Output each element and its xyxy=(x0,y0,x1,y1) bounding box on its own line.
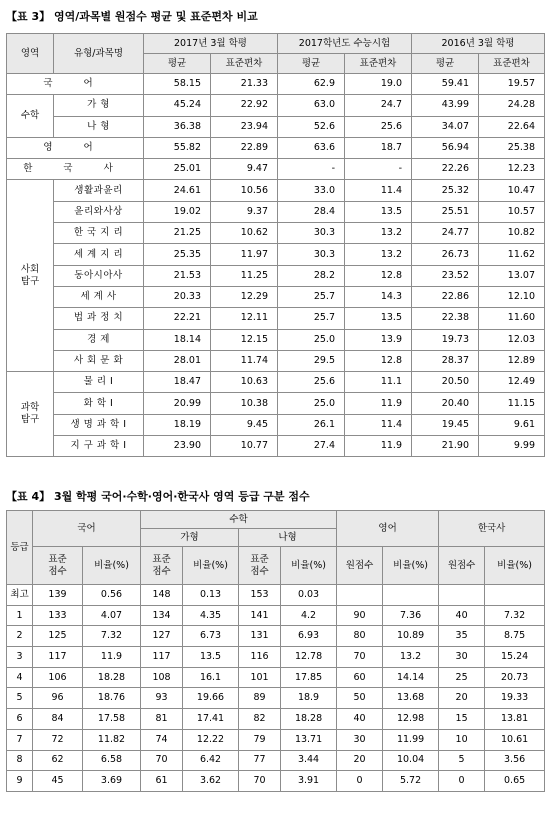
value-cell: 0 xyxy=(439,771,485,792)
value-cell: 18.47 xyxy=(144,372,211,393)
table-row xyxy=(7,265,545,286)
value-cell: 25.32 xyxy=(412,180,479,201)
area-math: 수학 xyxy=(7,95,54,138)
table-row xyxy=(7,688,545,709)
value-cell: 127 xyxy=(141,626,183,647)
value-cell: 17.58 xyxy=(83,709,141,730)
table-row xyxy=(7,605,545,626)
value-cell: 116 xyxy=(239,647,281,668)
table-row xyxy=(7,137,545,158)
value-cell: 12.22 xyxy=(183,729,239,750)
value-cell: 5.72 xyxy=(383,771,439,792)
value-cell: 29.5 xyxy=(278,350,345,371)
header-math: 수학 xyxy=(141,511,337,529)
area-english: 영 어 xyxy=(7,137,144,158)
table-row xyxy=(7,626,545,647)
value-cell: 148 xyxy=(141,585,183,606)
value-cell: 70 xyxy=(141,750,183,771)
header-exam-2017-march: 2017년 3월 학평 xyxy=(144,34,278,54)
header-std-score: 표준 점수 xyxy=(33,547,83,585)
value-cell: 20.99 xyxy=(144,393,211,414)
table-row xyxy=(7,372,545,393)
header-exam-2016-march: 2016년 3월 학평 xyxy=(412,34,545,54)
area-social-studies: 사회 탐구 xyxy=(7,180,54,372)
value-cell: 4.07 xyxy=(83,605,141,626)
value-cell: 6.93 xyxy=(281,626,337,647)
table-row xyxy=(7,95,545,116)
value-cell: 30.3 xyxy=(278,223,345,244)
table-row xyxy=(7,585,545,606)
value-cell: 25.6 xyxy=(278,372,345,393)
value-cell: 26.1 xyxy=(278,414,345,435)
value-cell: 55.82 xyxy=(144,137,211,158)
header-ratio: 비율(%) xyxy=(485,547,545,585)
value-cell: 108 xyxy=(141,667,183,688)
value-cell: 25 xyxy=(439,667,485,688)
subject-name: 가 형 xyxy=(54,95,144,116)
value-cell: 9.61 xyxy=(479,414,545,435)
subject-name: 세 계 사 xyxy=(54,286,144,307)
table-row xyxy=(7,436,545,457)
value-cell: 10.61 xyxy=(485,729,545,750)
value-cell: 82 xyxy=(239,709,281,730)
value-cell: 11.4 xyxy=(345,414,412,435)
value-cell: 12.98 xyxy=(383,709,439,730)
value-cell: 25.51 xyxy=(412,201,479,222)
value-cell: 25.6 xyxy=(345,116,412,137)
value-cell: 62.9 xyxy=(278,74,345,95)
value-cell: 18.28 xyxy=(281,709,337,730)
value-cell: 0.65 xyxy=(485,771,545,792)
value-cell: 90 xyxy=(337,605,383,626)
table-row xyxy=(7,286,545,307)
value-cell: 11.9 xyxy=(83,647,141,668)
value-cell: 10.47 xyxy=(479,180,545,201)
table-row xyxy=(7,350,545,371)
value-cell: 74 xyxy=(141,729,183,750)
value-cell: 19.66 xyxy=(183,688,239,709)
table-row xyxy=(7,223,545,244)
value-cell xyxy=(383,585,439,606)
value-cell: 13.5 xyxy=(345,308,412,329)
value-cell: 12.03 xyxy=(479,329,545,350)
header-mean: 평균 xyxy=(278,54,345,74)
subject-name: 동아시아사 xyxy=(54,265,144,286)
value-cell: 10.04 xyxy=(383,750,439,771)
value-cell: 3.91 xyxy=(281,771,337,792)
value-cell: 12.23 xyxy=(479,159,545,180)
value-cell: 35 xyxy=(439,626,485,647)
value-cell: 6.73 xyxy=(183,626,239,647)
value-cell: 12.15 xyxy=(211,329,278,350)
value-cell: 0.13 xyxy=(183,585,239,606)
value-cell: 10.56 xyxy=(211,180,278,201)
table-row xyxy=(7,729,545,750)
value-cell: 36.38 xyxy=(144,116,211,137)
subject-name: 지 구 과 학 Ⅰ xyxy=(54,436,144,457)
value-cell: 19.73 xyxy=(412,329,479,350)
value-cell: 22.64 xyxy=(479,116,545,137)
table4-grade-cutoffs xyxy=(6,510,545,792)
subject-name: 화 학 Ⅰ xyxy=(54,393,144,414)
value-cell: 0.03 xyxy=(281,585,337,606)
table-row xyxy=(7,667,545,688)
value-cell: 11.9 xyxy=(345,436,412,457)
value-cell: 117 xyxy=(141,647,183,668)
value-cell: 13.2 xyxy=(345,223,412,244)
value-cell: 10.89 xyxy=(383,626,439,647)
value-cell: 52.6 xyxy=(278,116,345,137)
value-cell: 13.07 xyxy=(479,265,545,286)
value-cell: 40 xyxy=(439,605,485,626)
value-cell: 125 xyxy=(33,626,83,647)
value-cell: 21.90 xyxy=(412,436,479,457)
value-cell: 19.57 xyxy=(479,74,545,95)
value-cell: 11.97 xyxy=(211,244,278,265)
value-cell: 16.1 xyxy=(183,667,239,688)
value-cell: 7.32 xyxy=(485,605,545,626)
value-cell: 28.4 xyxy=(278,201,345,222)
value-cell: 4.2 xyxy=(281,605,337,626)
value-cell: 10.57 xyxy=(479,201,545,222)
value-cell: 134 xyxy=(141,605,183,626)
grade-cell: 1 xyxy=(7,605,33,626)
value-cell: 20 xyxy=(337,750,383,771)
grade-cell: 3 xyxy=(7,647,33,668)
value-cell: 10.38 xyxy=(211,393,278,414)
value-cell: 84 xyxy=(33,709,83,730)
value-cell: 24.77 xyxy=(412,223,479,244)
value-cell: 15.24 xyxy=(485,647,545,668)
header-korean: 국어 xyxy=(33,511,141,547)
header-english: 영어 xyxy=(337,511,439,547)
header-ratio: 비율(%) xyxy=(281,547,337,585)
subject-name: 생 명 과 학 Ⅰ xyxy=(54,414,144,435)
value-cell: 3.69 xyxy=(83,771,141,792)
value-cell: 19.0 xyxy=(345,74,412,95)
value-cell: 10 xyxy=(439,729,485,750)
value-cell: 18.19 xyxy=(144,414,211,435)
value-cell: 81 xyxy=(141,709,183,730)
value-cell: 12.49 xyxy=(479,372,545,393)
value-cell: 24.7 xyxy=(345,95,412,116)
value-cell: 25.01 xyxy=(144,159,211,180)
table-row xyxy=(7,709,545,730)
value-cell: 9.47 xyxy=(211,159,278,180)
value-cell: 17.85 xyxy=(281,667,337,688)
value-cell: 70 xyxy=(337,647,383,668)
value-cell: 28.37 xyxy=(412,350,479,371)
value-cell: 133 xyxy=(33,605,83,626)
value-cell: 11.9 xyxy=(345,393,412,414)
grade-cell: 4 xyxy=(7,667,33,688)
value-cell: 60 xyxy=(337,667,383,688)
value-cell: 12.29 xyxy=(211,286,278,307)
value-cell: 77 xyxy=(239,750,281,771)
header-ratio: 비율(%) xyxy=(83,547,141,585)
header-grade: 등급 xyxy=(7,511,33,585)
value-cell: 26.73 xyxy=(412,244,479,265)
value-cell: 9.37 xyxy=(211,201,278,222)
value-cell xyxy=(439,585,485,606)
value-cell: 12.8 xyxy=(345,265,412,286)
value-cell: 22.92 xyxy=(211,95,278,116)
header-std-score: 표준 점수 xyxy=(239,547,281,585)
value-cell: 9.45 xyxy=(211,414,278,435)
value-cell: 25.0 xyxy=(278,329,345,350)
value-cell: 21.33 xyxy=(211,74,278,95)
value-cell: 11.4 xyxy=(345,180,412,201)
area-korean: 국 어 xyxy=(7,74,144,95)
value-cell: 11.62 xyxy=(479,244,545,265)
value-cell: 50 xyxy=(337,688,383,709)
value-cell: 18.76 xyxy=(83,688,141,709)
value-cell: 106 xyxy=(33,667,83,688)
value-cell: 18.28 xyxy=(83,667,141,688)
value-cell: 21.25 xyxy=(144,223,211,244)
value-cell: 19.33 xyxy=(485,688,545,709)
grade-cell: 7 xyxy=(7,729,33,750)
table-row xyxy=(7,201,545,222)
table3-title: 【표 3】 영역/과목별 원점수 평균 및 표준편차 비교 xyxy=(6,10,258,23)
value-cell: 20 xyxy=(439,688,485,709)
value-cell: 10.77 xyxy=(211,436,278,457)
value-cell: 13.68 xyxy=(383,688,439,709)
value-cell: 3.62 xyxy=(183,771,239,792)
value-cell: 79 xyxy=(239,729,281,750)
value-cell: 70 xyxy=(239,771,281,792)
value-cell: - xyxy=(345,159,412,180)
subject-name: 생활과윤리 xyxy=(54,180,144,201)
value-cell: 0 xyxy=(337,771,383,792)
value-cell: 13.9 xyxy=(345,329,412,350)
value-cell: 4.35 xyxy=(183,605,239,626)
value-cell: 30.3 xyxy=(278,244,345,265)
grade-cell: 최고 xyxy=(7,585,33,606)
value-cell: 5 xyxy=(439,750,485,771)
value-cell: 3.44 xyxy=(281,750,337,771)
table-row xyxy=(7,159,545,180)
value-cell: 10.62 xyxy=(211,223,278,244)
value-cell: 17.41 xyxy=(183,709,239,730)
table-row xyxy=(7,116,545,137)
value-cell: 20.73 xyxy=(485,667,545,688)
value-cell: 59.41 xyxy=(412,74,479,95)
grade-cell: 5 xyxy=(7,688,33,709)
value-cell: 22.21 xyxy=(144,308,211,329)
value-cell: 19.02 xyxy=(144,201,211,222)
table-row xyxy=(7,180,545,201)
header-std-score: 표준 점수 xyxy=(141,547,183,585)
value-cell: 11.60 xyxy=(479,308,545,329)
header-raw-score: 원점수 xyxy=(337,547,383,585)
header-ratio: 비율(%) xyxy=(383,547,439,585)
value-cell: 23.90 xyxy=(144,436,211,457)
value-cell: 6.58 xyxy=(83,750,141,771)
table-row xyxy=(7,647,545,668)
value-cell: 18.14 xyxy=(144,329,211,350)
value-cell: 131 xyxy=(239,626,281,647)
header-exam-2017-csat: 2017학년도 수능시험 xyxy=(278,34,412,54)
value-cell: 13.2 xyxy=(383,647,439,668)
value-cell: 11.25 xyxy=(211,265,278,286)
value-cell: 13.71 xyxy=(281,729,337,750)
value-cell: 11.1 xyxy=(345,372,412,393)
value-cell: 22.26 xyxy=(412,159,479,180)
value-cell: 45 xyxy=(33,771,83,792)
table-row xyxy=(7,308,545,329)
table-row xyxy=(7,329,545,350)
value-cell: 15 xyxy=(439,709,485,730)
value-cell: 11.15 xyxy=(479,393,545,414)
value-cell: 58.15 xyxy=(144,74,211,95)
value-cell: 8.75 xyxy=(485,626,545,647)
value-cell: 22.86 xyxy=(412,286,479,307)
header-history: 한국사 xyxy=(439,511,545,547)
grade-cell: 2 xyxy=(7,626,33,647)
value-cell: 22.89 xyxy=(211,137,278,158)
value-cell: 13.2 xyxy=(345,244,412,265)
grade-cell: 9 xyxy=(7,771,33,792)
value-cell: 93 xyxy=(141,688,183,709)
value-cell xyxy=(337,585,383,606)
value-cell: 25.38 xyxy=(479,137,545,158)
header-sd: 표준편차 xyxy=(345,54,412,74)
value-cell: 10.63 xyxy=(211,372,278,393)
value-cell: 13.5 xyxy=(183,647,239,668)
table-row xyxy=(7,393,545,414)
value-cell xyxy=(485,585,545,606)
value-cell: 24.61 xyxy=(144,180,211,201)
value-cell: 13.81 xyxy=(485,709,545,730)
value-cell: 11.82 xyxy=(83,729,141,750)
value-cell: 25.7 xyxy=(278,286,345,307)
value-cell: 3.56 xyxy=(485,750,545,771)
value-cell: 12.78 xyxy=(281,647,337,668)
subject-name: 경 제 xyxy=(54,329,144,350)
value-cell: 89 xyxy=(239,688,281,709)
value-cell: 12.11 xyxy=(211,308,278,329)
header-subject: 유형/과목명 xyxy=(54,34,144,74)
value-cell: 96 xyxy=(33,688,83,709)
value-cell: 11.74 xyxy=(211,350,278,371)
value-cell: 23.94 xyxy=(211,116,278,137)
value-cell: 40 xyxy=(337,709,383,730)
value-cell: 153 xyxy=(239,585,281,606)
grade-cell: 8 xyxy=(7,750,33,771)
value-cell: 23.52 xyxy=(412,265,479,286)
value-cell: 6.42 xyxy=(183,750,239,771)
value-cell: 30 xyxy=(439,647,485,668)
value-cell: 139 xyxy=(33,585,83,606)
header-sd: 표준편차 xyxy=(479,54,545,74)
value-cell: 10.82 xyxy=(479,223,545,244)
value-cell: 28.01 xyxy=(144,350,211,371)
table-row xyxy=(7,771,545,792)
table4-title: 【표 4】 3월 학평 국어·수학·영어·한국사 영역 등급 구분 점수 xyxy=(6,490,310,503)
value-cell: 63.0 xyxy=(278,95,345,116)
value-cell: 101 xyxy=(239,667,281,688)
value-cell: 18.9 xyxy=(281,688,337,709)
subject-name: 세 계 지 리 xyxy=(54,244,144,265)
area-korean-history: 한 국 사 xyxy=(7,159,144,180)
value-cell: 45.24 xyxy=(144,95,211,116)
value-cell: 33.0 xyxy=(278,180,345,201)
value-cell: 43.99 xyxy=(412,95,479,116)
header-math-na: 나형 xyxy=(239,529,337,547)
value-cell: 20.50 xyxy=(412,372,479,393)
area-science: 과학 탐구 xyxy=(7,372,54,457)
value-cell: 24.28 xyxy=(479,95,545,116)
value-cell: 20.33 xyxy=(144,286,211,307)
value-cell: 12.89 xyxy=(479,350,545,371)
value-cell: 63.6 xyxy=(278,137,345,158)
table-row xyxy=(7,414,545,435)
header-area: 영역 xyxy=(7,34,54,74)
value-cell: 72 xyxy=(33,729,83,750)
value-cell: 21.53 xyxy=(144,265,211,286)
grade-cell: 6 xyxy=(7,709,33,730)
value-cell: 28.2 xyxy=(278,265,345,286)
value-cell: 20.40 xyxy=(412,393,479,414)
table-row xyxy=(7,244,545,265)
header-raw-score: 원점수 xyxy=(439,547,485,585)
value-cell: 19.45 xyxy=(412,414,479,435)
value-cell: 12.8 xyxy=(345,350,412,371)
table-row xyxy=(7,750,545,771)
value-cell: 61 xyxy=(141,771,183,792)
subject-name: 법 과 정 치 xyxy=(54,308,144,329)
value-cell: 9.99 xyxy=(479,436,545,457)
subject-name: 한 국 지 리 xyxy=(54,223,144,244)
value-cell: 25.0 xyxy=(278,393,345,414)
header-mean: 평균 xyxy=(412,54,479,74)
table3-mean-sd-comparison xyxy=(6,33,545,457)
value-cell: - xyxy=(278,159,345,180)
subject-name: 사 회 문 화 xyxy=(54,350,144,371)
header-ratio: 비율(%) xyxy=(183,547,239,585)
value-cell: 80 xyxy=(337,626,383,647)
subject-name: 나 형 xyxy=(54,116,144,137)
value-cell: 13.5 xyxy=(345,201,412,222)
value-cell: 25.7 xyxy=(278,308,345,329)
subject-name: 윤리와사상 xyxy=(54,201,144,222)
value-cell: 18.7 xyxy=(345,137,412,158)
value-cell: 0.56 xyxy=(83,585,141,606)
value-cell: 7.32 xyxy=(83,626,141,647)
value-cell: 117 xyxy=(33,647,83,668)
value-cell: 141 xyxy=(239,605,281,626)
table-row xyxy=(7,74,545,95)
header-sd: 표준편차 xyxy=(211,54,278,74)
value-cell: 27.4 xyxy=(278,436,345,457)
value-cell: 30 xyxy=(337,729,383,750)
value-cell: 56.94 xyxy=(412,137,479,158)
value-cell: 14.3 xyxy=(345,286,412,307)
value-cell: 12.10 xyxy=(479,286,545,307)
value-cell: 11.99 xyxy=(383,729,439,750)
subject-name: 물 리 Ⅰ xyxy=(54,372,144,393)
value-cell: 34.07 xyxy=(412,116,479,137)
value-cell: 7.36 xyxy=(383,605,439,626)
header-mean: 평균 xyxy=(144,54,211,74)
value-cell: 22.38 xyxy=(412,308,479,329)
value-cell: 62 xyxy=(33,750,83,771)
header-math-ga: 가형 xyxy=(141,529,239,547)
value-cell: 25.35 xyxy=(144,244,211,265)
value-cell: 14.14 xyxy=(383,667,439,688)
